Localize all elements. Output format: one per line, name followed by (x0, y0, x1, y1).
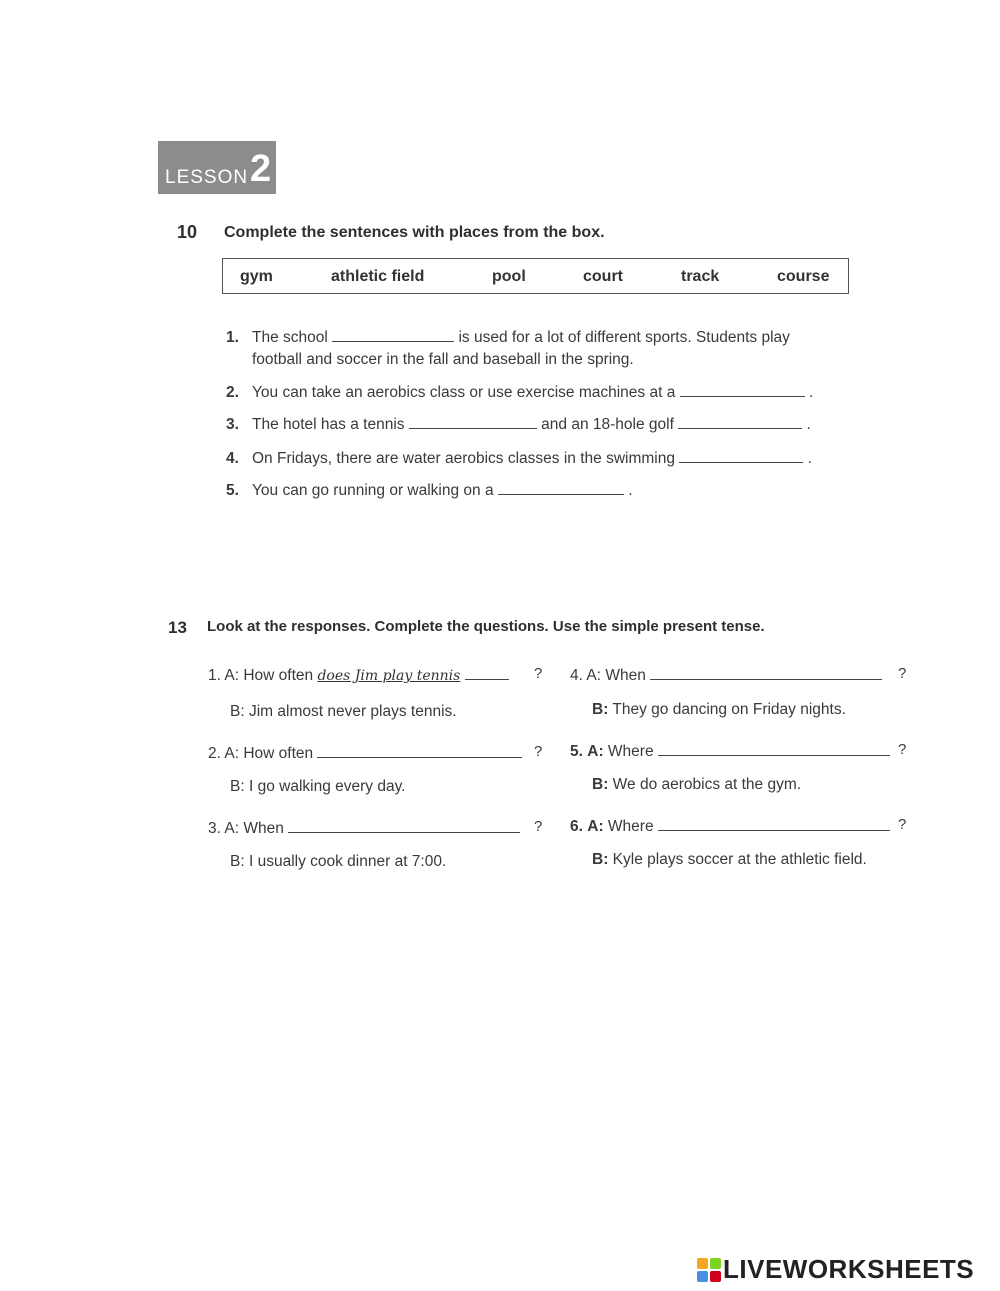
question-mark: ? (534, 665, 543, 682)
question-mark: ? (898, 741, 907, 758)
sentence-1-continuation: football and soccer in the fall and baseball in the spring. (252, 351, 634, 368)
response-text: I go walking every day. (248, 778, 406, 795)
sentence-text: is used for a lot of different sports. Students play (458, 329, 790, 346)
exercise-10-number: 10 (177, 222, 198, 242)
sentence-text: . (628, 482, 633, 499)
sentence-1 (226, 329, 790, 347)
speaker-b-label: B: (230, 853, 245, 870)
dialogue-2-question (208, 745, 522, 763)
question-mark: ? (534, 818, 543, 835)
dialogue-number: 3. (208, 820, 221, 837)
sentence-number: 2. (226, 384, 239, 401)
handwritten-answer: does Jim play tennis (317, 668, 461, 684)
answer-blank[interactable] (332, 340, 454, 342)
exercise-10-instruction: Complete the sentences with places from the box. (224, 224, 605, 241)
question-stem: Where (607, 818, 654, 835)
dialogue-number: 1. (208, 667, 221, 684)
question-mark: ? (898, 665, 907, 682)
dialogue-4-response (592, 701, 846, 719)
sentence-number: 3. (226, 416, 239, 433)
dialogue-6-question (570, 818, 890, 836)
answer-blank[interactable] (288, 831, 520, 833)
sentence-text: . (808, 384, 814, 401)
sentence-3 (226, 416, 811, 434)
dialogue-1-question (208, 667, 509, 685)
dialogue-1-response (230, 703, 457, 721)
word-box-item: athletic field (331, 268, 425, 285)
answer-blank[interactable] (678, 427, 802, 429)
answer-blank[interactable] (658, 754, 890, 756)
question-stem: When (605, 667, 646, 684)
sentence-2 (226, 384, 813, 402)
dialogue-number: 6. (570, 818, 583, 835)
question-mark: ? (534, 743, 543, 760)
speaker-a-label: A: (587, 818, 604, 835)
word-box-item: course (777, 268, 830, 285)
sentence-text: and an 18-hole golf (541, 416, 674, 433)
answer-blank[interactable] (650, 678, 882, 680)
sentence-number: 5. (226, 482, 239, 499)
answer-blank[interactable] (680, 395, 805, 397)
lesson-badge (158, 141, 276, 194)
answer-blank[interactable] (409, 427, 537, 429)
liveworksheets-logo-icon (697, 1258, 721, 1282)
response-text: We do aerobics at the gym. (612, 776, 802, 793)
dialogue-number: 4. (570, 667, 583, 684)
dialogue-2-response (230, 778, 405, 796)
dialogue-4-question (570, 667, 882, 685)
answer-blank[interactable] (679, 461, 803, 463)
response-text: Kyle plays soccer at the athletic field. (612, 851, 867, 868)
sentence-5 (226, 482, 633, 500)
answer-blank[interactable] (317, 756, 522, 758)
liveworksheets-logo-text: LIVEWORKSHEETS (723, 1254, 975, 1284)
lesson-label: LESSON (165, 167, 249, 188)
question-stem: How often (243, 745, 314, 762)
response-text: I usually cook dinner at 7:00. (248, 853, 447, 870)
answer-blank[interactable] (498, 493, 624, 495)
dialogue-6-response (592, 851, 867, 869)
sentence-4 (226, 450, 812, 468)
dialogue-5-response (592, 776, 801, 794)
sentence-number: 4. (226, 450, 239, 467)
speaker-b-label: B: (592, 851, 609, 868)
speaker-b-label: B: (592, 776, 609, 793)
word-box-item: track (681, 268, 720, 285)
sentence-text: On Fridays, there are water aerobics classes in the swimming (252, 450, 675, 467)
response-text: Jim almost never plays tennis. (248, 703, 457, 720)
dialogue-5-question (570, 743, 890, 761)
dialogue-3-question (208, 820, 520, 838)
word-box-item: gym (240, 268, 273, 285)
dialogue-3-response (230, 853, 446, 871)
word-box-item: pool (492, 268, 526, 285)
question-stem: How often (243, 667, 314, 684)
sentence-text: . (806, 416, 811, 433)
speaker-b-label: B: (230, 778, 245, 795)
word-box (222, 258, 849, 294)
response-text: They go dancing on Friday nights. (612, 701, 846, 718)
speaker-a-label: A: (586, 667, 602, 684)
dialogue-number: 5. (570, 743, 583, 760)
exercise-13-instruction: Look at the responses. Complete the questions. Use the simple present tense. (207, 618, 765, 635)
speaker-a-label: A: (224, 820, 240, 837)
sentence-text: . (807, 450, 812, 467)
speaker-a-label: A: (224, 667, 240, 684)
question-mark: ? (898, 816, 907, 833)
sentence-text: You can go running or walking on a (252, 482, 494, 499)
word-box-item: court (583, 268, 623, 285)
speaker-a-label: A: (587, 743, 604, 760)
sentence-text: You can take an aerobics class or use exercise machines at a (252, 384, 676, 401)
lesson-number: 2 (250, 148, 272, 190)
sentence-number: 1. (226, 329, 239, 346)
answer-blank[interactable] (465, 678, 509, 680)
question-stem: When (243, 820, 284, 837)
dialogue-number: 2. (208, 745, 221, 762)
speaker-b-label: B: (230, 703, 245, 720)
sentence-text: The hotel has a tennis (252, 416, 405, 433)
speaker-a-label: A: (224, 745, 240, 762)
exercise-13-number: 13 (168, 618, 187, 637)
speaker-b-label: B: (592, 701, 609, 718)
answer-blank[interactable] (658, 829, 890, 831)
question-stem: Where (607, 743, 654, 760)
sentence-text: The school (252, 329, 328, 346)
